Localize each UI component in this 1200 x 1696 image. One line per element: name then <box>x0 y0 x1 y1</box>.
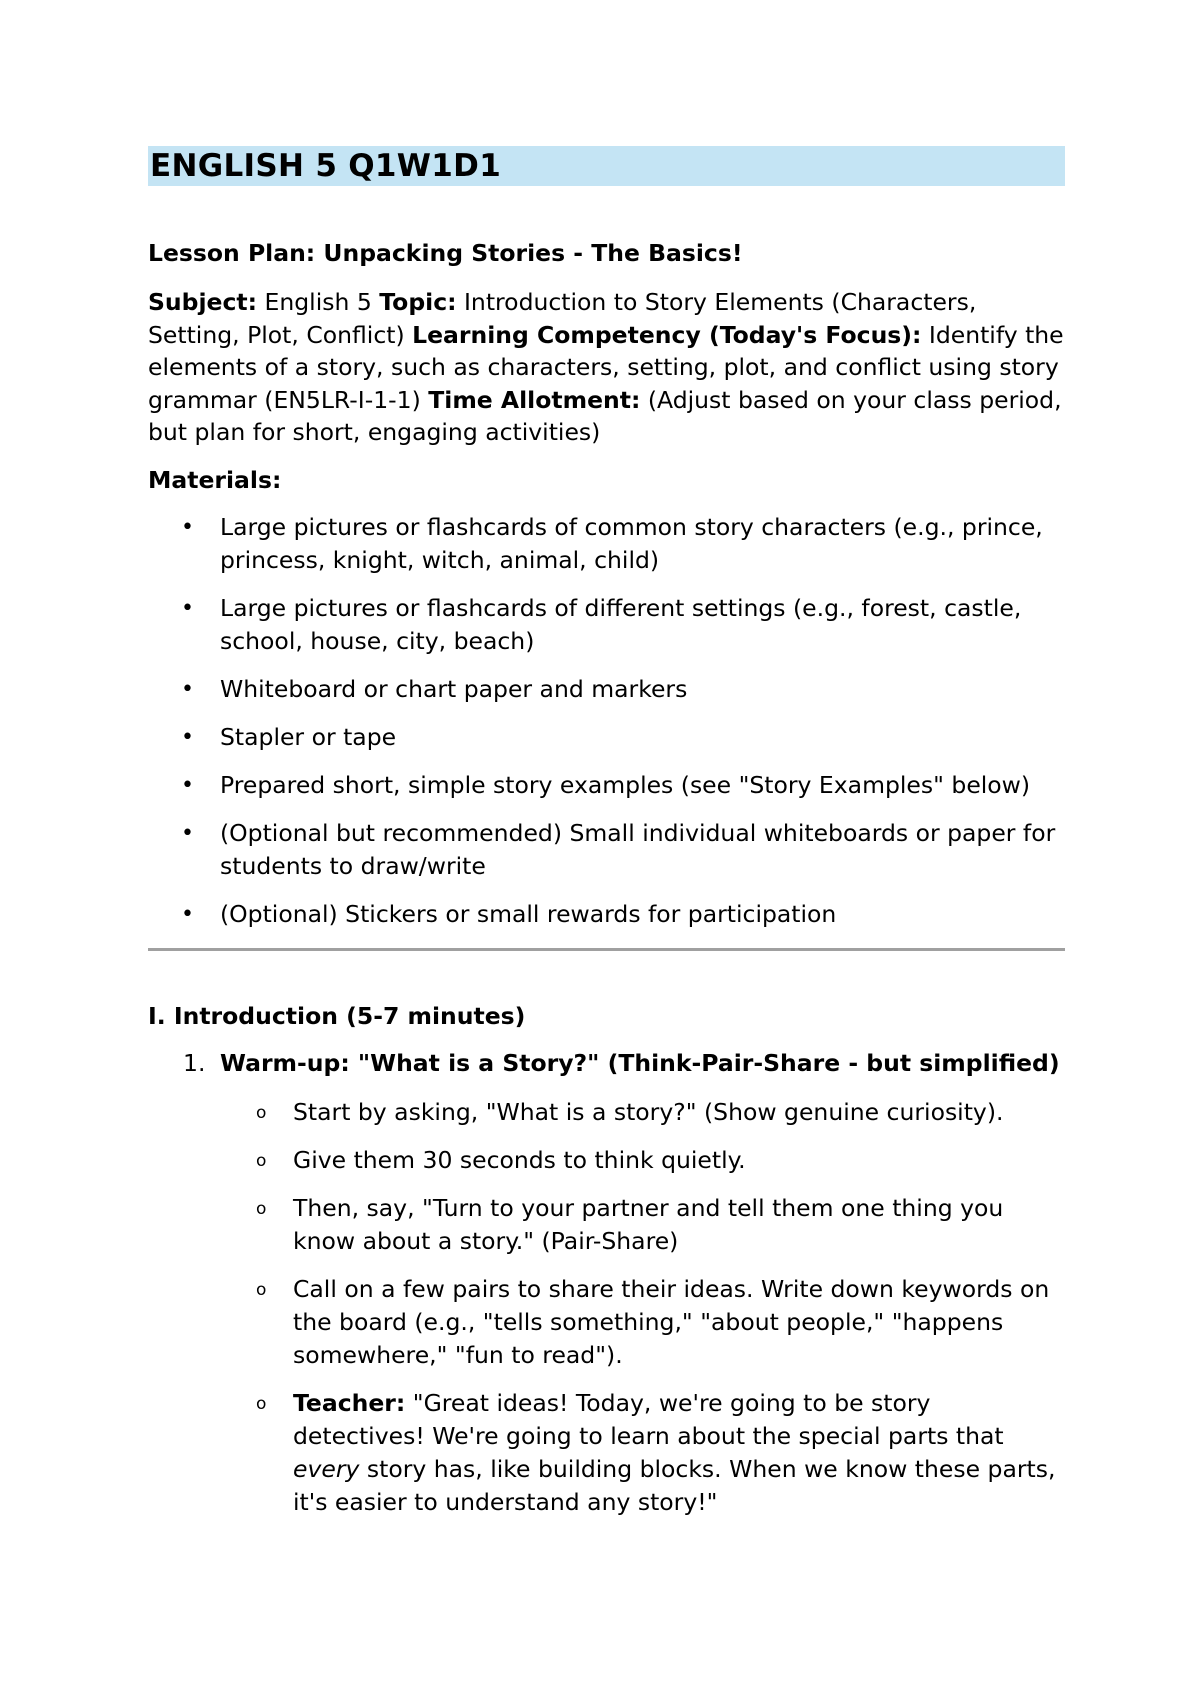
sub-item-text: Give them 30 seconds to think quietly. <box>293 1145 746 1174</box>
list-item <box>148 592 1065 658</box>
list-item <box>148 673 1065 706</box>
bullet-icon: • <box>181 901 194 927</box>
material-text: (Optional) Stickers or small rewards for participation <box>220 899 837 928</box>
hollow-bullet-icon: o <box>256 1198 267 1219</box>
teacher-text-end: story has, like building blocks. When we know these parts, it's easier to understand any story!" <box>293 1454 1056 1516</box>
material-text: Stapler or tape <box>220 722 397 751</box>
list-item <box>148 769 1065 802</box>
material-text: (Optional but recommended) Small individual whiteboards or paper for students to draw/write <box>220 818 1056 880</box>
topic-value: Introduction to Story Elements (Characters, Setting, Plot, Conflict) <box>148 288 977 349</box>
competency-label: Learning Competency (Today's Focus): <box>412 320 922 349</box>
competency-value: Identify the elements of a story, such as characters, setting, plot, and conflict using story grammar (EN5LR-I-1-1) <box>148 320 1064 414</box>
bullet-icon: • <box>181 676 194 702</box>
step-number: 1. <box>183 1048 206 1077</box>
list-item <box>148 1387 1065 1519</box>
hollow-bullet-icon: o <box>256 1279 267 1300</box>
bullet-icon: • <box>181 820 194 846</box>
subject-value: English 5 <box>257 288 380 316</box>
step-title: Warm-up: "What is a Story?" (Think-Pair-Share - but simplified) <box>220 1048 1060 1077</box>
bullet-icon: • <box>181 724 194 750</box>
time-allotment-value: (Adjust based on your class period, but plan for short, engaging activities) <box>148 385 1062 447</box>
list-item <box>148 721 1065 754</box>
material-text: Prepared short, simple story examples (see "Story Examples" below) <box>220 770 1031 799</box>
time-allotment-label: Time Allotment: <box>428 385 641 414</box>
materials-heading: Materials: <box>148 465 282 494</box>
list-item <box>148 898 1065 931</box>
list-item <box>148 1144 1065 1177</box>
bullet-icon: • <box>181 772 194 798</box>
sub-item-text: Start by asking, "What is a story?" (Show genuine curiosity). <box>293 1097 1004 1126</box>
bullet-icon: • <box>181 595 194 621</box>
hollow-bullet-icon: o <box>256 1150 267 1171</box>
step-warm-up <box>148 1047 1065 1080</box>
list-item <box>148 1192 1065 1258</box>
document-content <box>148 146 1065 1519</box>
material-text: Whiteboard or chart paper and markers <box>220 674 688 703</box>
horizontal-divider <box>148 948 1065 951</box>
list-item <box>148 511 1065 577</box>
sub-item-text: Call on a few pairs to share their ideas. Write down keywords on the board (e.g., "tells something," "about people," "happens somewhere," "fun to read"). <box>293 1274 1050 1369</box>
lesson-plan-title: Lesson Plan: Unpacking Stories - The Basics! <box>148 239 743 267</box>
warm-up-sub-list <box>148 1096 1065 1519</box>
subject-label: Subject: <box>148 288 258 316</box>
teacher-label: Teacher: <box>293 1388 406 1417</box>
introduction-heading: I. Introduction (5-7 minutes) <box>148 1001 526 1030</box>
teacher-emphasis: every <box>293 1454 360 1483</box>
teacher-text-start: "Great ideas! Today, we're going to be story detectives! We're going to learn about the special parts that <box>293 1388 1004 1450</box>
list-item <box>148 817 1065 883</box>
topic-label: Topic: <box>379 288 457 316</box>
material-text: Large pictures or flashcards of different settings (e.g., forest, castle, school, house, city, beach) <box>220 593 1022 655</box>
sub-item-text: Then, say, "Turn to your partner and tell them one thing you know about a story." (Pair-Share) <box>293 1193 1004 1255</box>
material-text: Large pictures or flashcards of common story characters (e.g., prince, princess, knight, witch, animal, child) <box>220 512 1043 574</box>
document-title: ENGLISH 5 Q1W1D1 <box>148 146 1065 186</box>
bullet-icon: • <box>181 514 194 540</box>
hollow-bullet-icon: o <box>256 1102 267 1123</box>
lesson-info-paragraph <box>148 286 1064 449</box>
materials-list <box>148 511 1065 931</box>
hollow-bullet-icon: o <box>256 1393 267 1414</box>
list-item <box>148 1273 1065 1372</box>
list-item <box>148 1096 1065 1129</box>
